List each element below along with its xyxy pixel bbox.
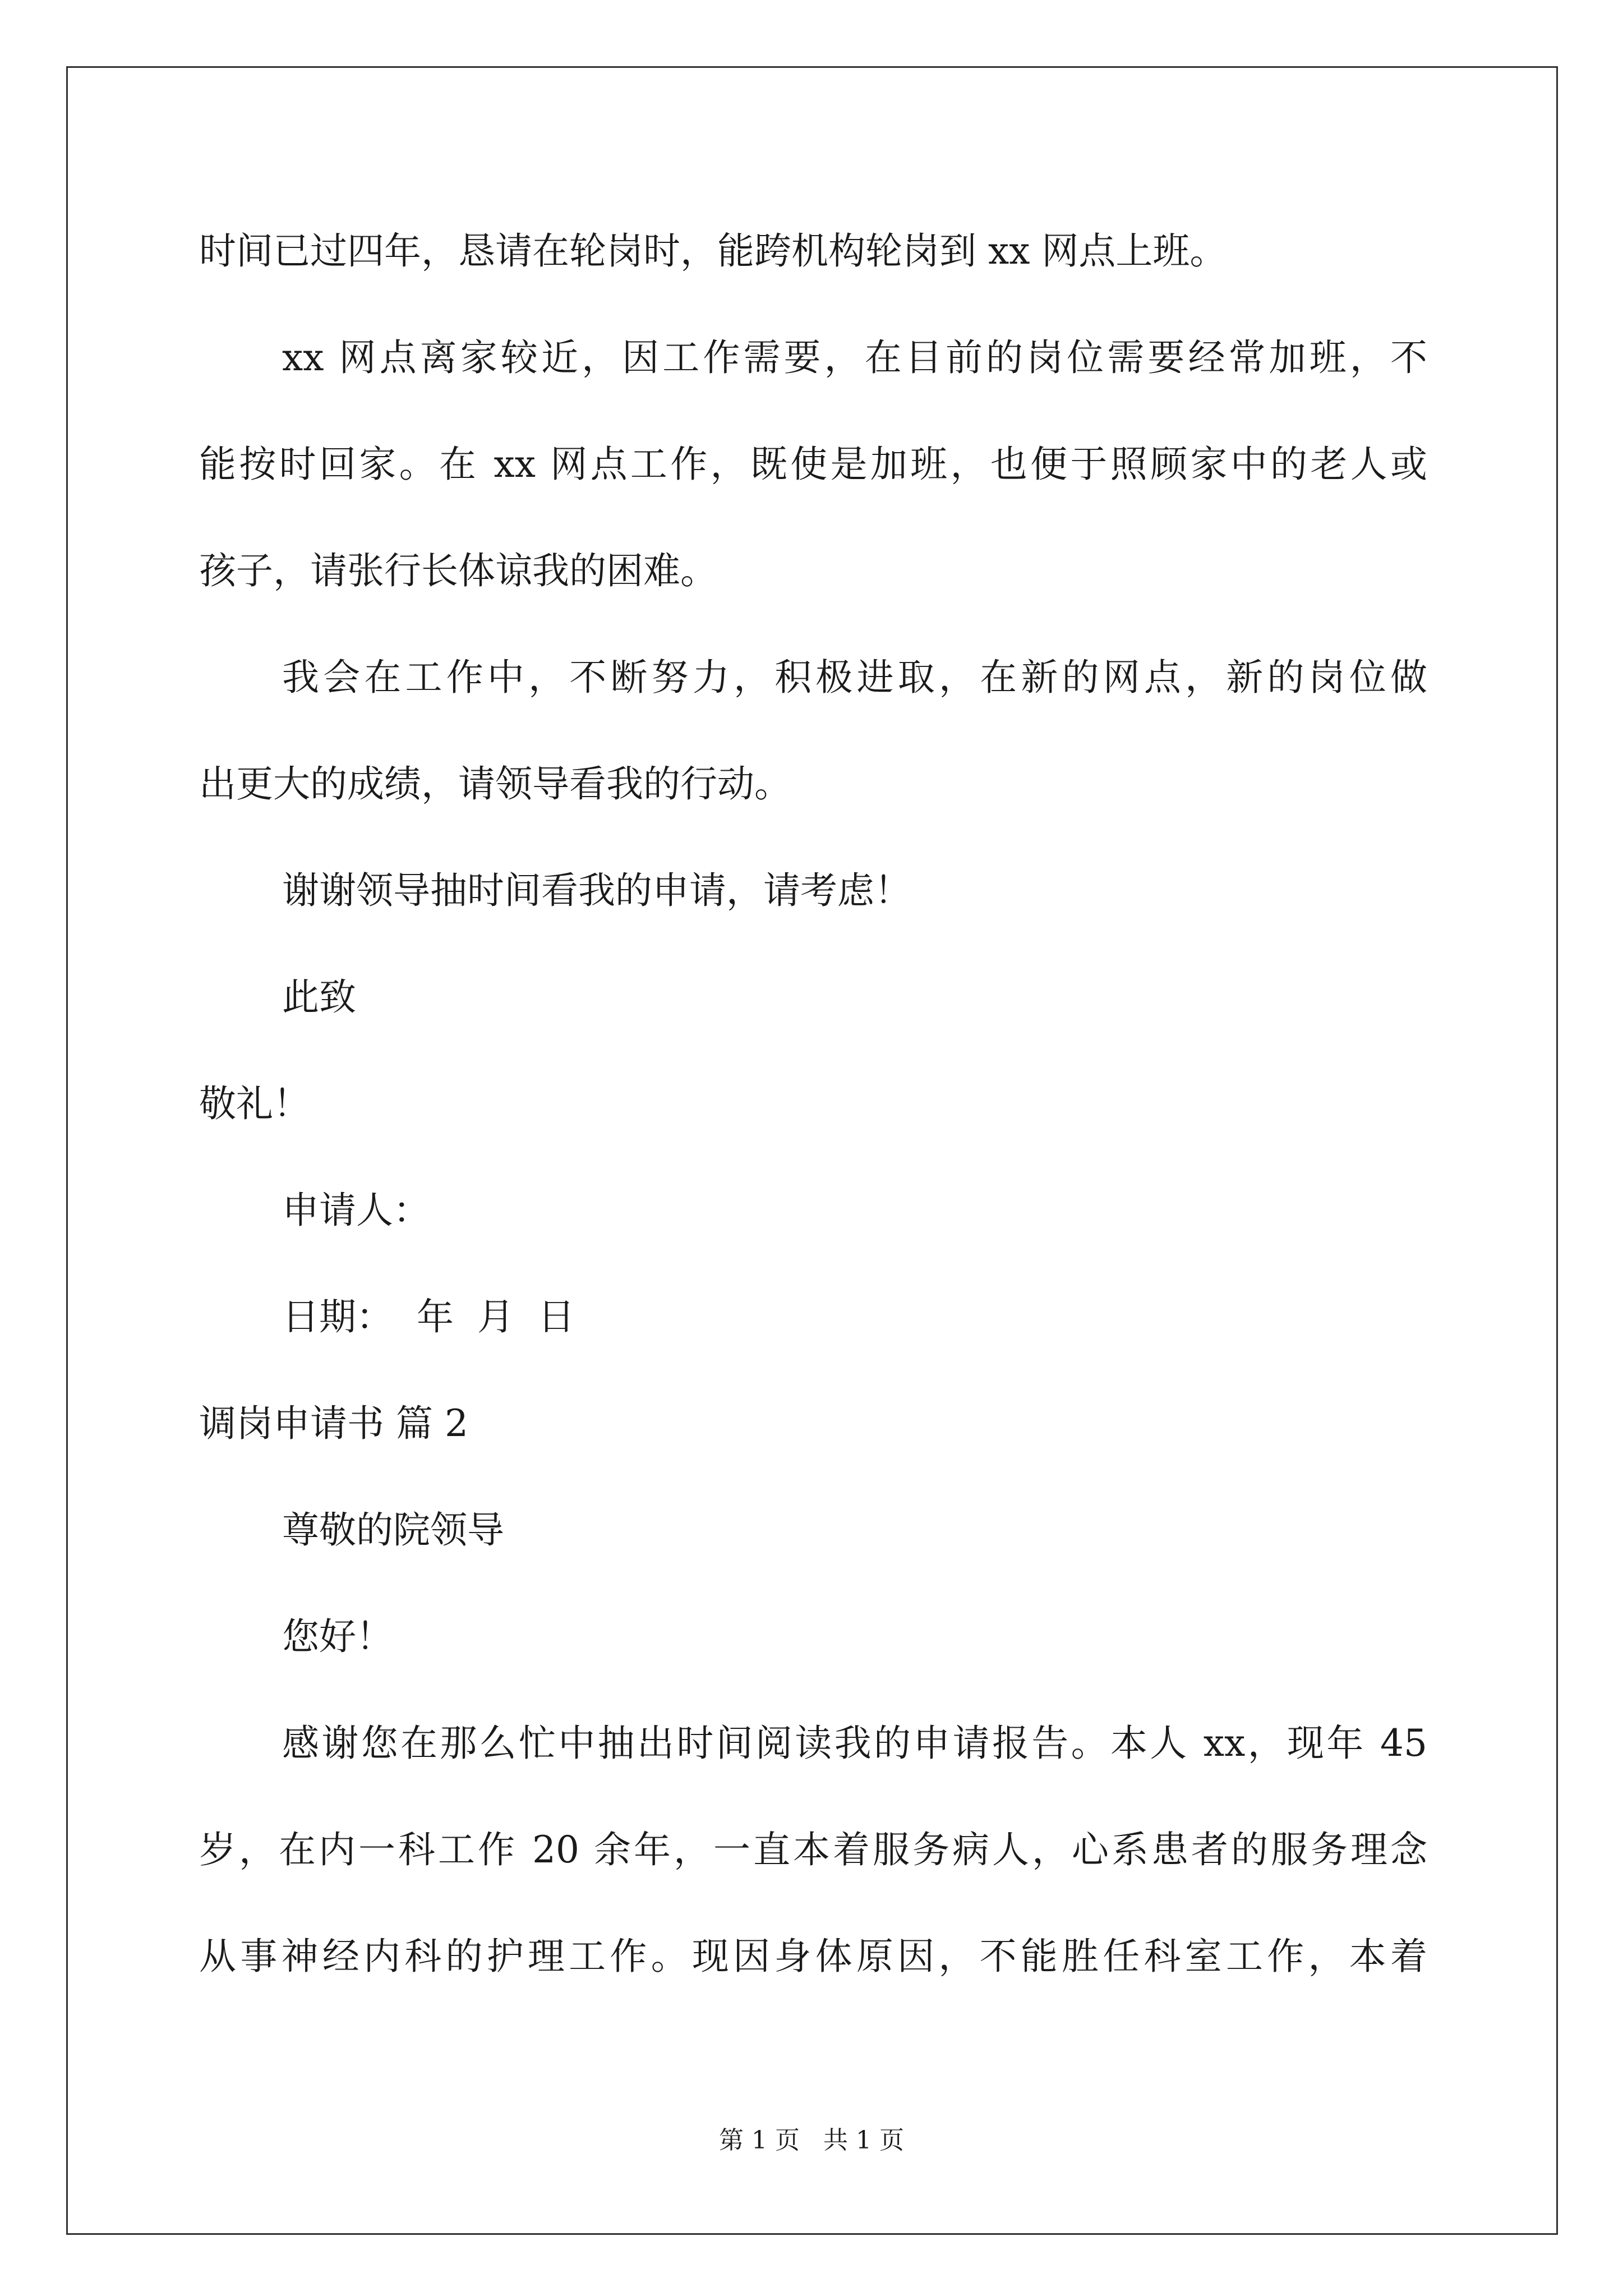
text-line-2: xx 网点离家较近，因工作需要，在目前的岗位需要经常加班，不	[282, 336, 1427, 379]
text-line-7: 谢谢领导抽时间看我的申请，请考虑！	[282, 869, 911, 912]
text-line-13: 尊敬的院领导	[282, 1508, 504, 1552]
section-heading: 调岗申请书 篇 2	[199, 1402, 468, 1445]
text-line-14: 您好！	[282, 1615, 393, 1658]
page-border	[66, 66, 1558, 2235]
text-line-10: 申请人：	[282, 1189, 430, 1232]
text-line-11: 日期： 年 月 日	[282, 1295, 575, 1338]
text-line-3: 能按时回家。在 xx 网点工作，既使是加班，也便于照顾家中的老人或	[199, 443, 1427, 486]
text-line-4: 孩子，请张行长体谅我的困难。	[199, 549, 717, 592]
page-number-label: 第 1 页 共 1 页	[719, 2126, 904, 2155]
page-footer	[0, 2124, 1623, 2157]
text-line-1: 时间已过四年，恳请在轮岗时，能跨机构轮岗到 xx 网点上班。	[199, 229, 1227, 273]
text-line-16: 岁，在内一科工作 20 余年，一直本着服务病人，心系患者的服务理念	[199, 1828, 1427, 1871]
text-line-8: 此致	[282, 976, 356, 1019]
text-line-6: 出更大的成绩，请领导看我的行动。	[199, 762, 791, 806]
text-line-5: 我会在工作中，不断努力，积极进取，在新的网点，新的岗位做	[282, 656, 1427, 699]
text-line-17: 从事神经内科的护理工作。现因身体原因，不能胜任科室工作，本着	[199, 1935, 1427, 1978]
text-line-9: 敬礼！	[199, 1082, 310, 1125]
text-line-15: 感谢您在那么忙中抽出时间阅读我的申请报告。本人 xx，现年 45	[282, 1722, 1427, 1765]
